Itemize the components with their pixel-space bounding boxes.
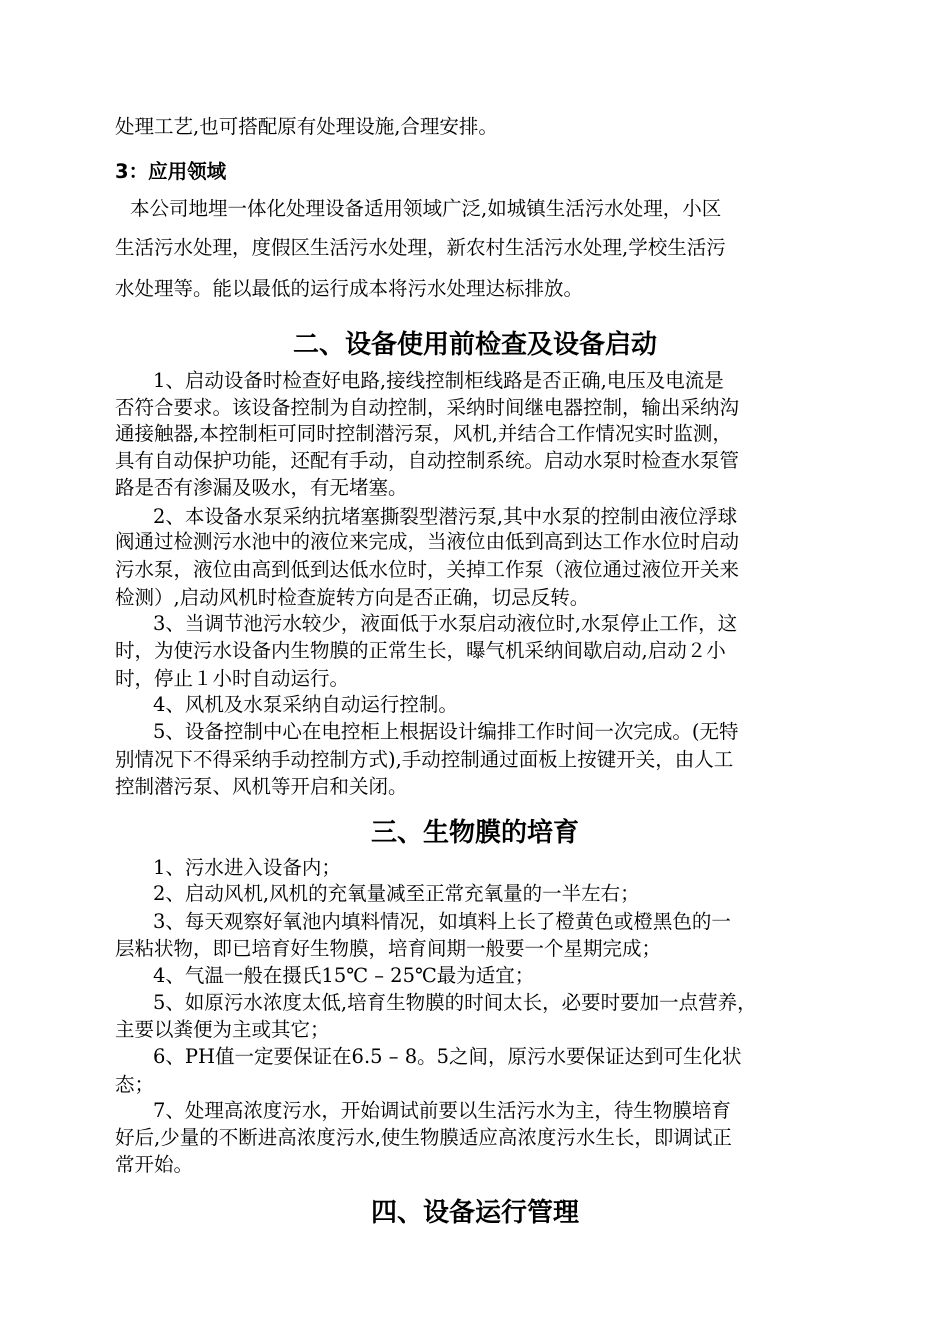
section2-line: 3、当调节池污水较少，液面低于水泵启动液位时,水泵停止工作，这: [153, 612, 738, 635]
section3-line: 2、启动风机,风机的充氧量减至正常充氧量的一半左右；: [153, 882, 640, 905]
section-heading-3: 三、生物膜的培育: [370, 818, 579, 848]
section2-line: 具有自动保护功能，还配有手动，自动控制系统。启动水泵时检查水泵管: [115, 449, 740, 472]
section3-line: 态；: [115, 1073, 155, 1096]
intro-paragraph-line: 本公司地埋一体化处理设备适用领域广泛,如城镇生活污水处理，小区: [130, 197, 722, 220]
section2-line: 5、设备控制中心在电控柜上根据设计编排工作时间一次完成。(无特: [153, 720, 739, 743]
section3-line: 层粘状物，即已培育好生物膜，培育间期一般要一个星期完成；: [115, 937, 662, 960]
section2-line: 2、本设备水泵采纳抗堵塞撕裂型潜污泵,其中水泵的控制由液位浮球: [153, 505, 738, 528]
section2-line: 通接触器,本控制柜可同时控制潜污泵，风机,并结合工作情况实时监测，: [115, 422, 732, 445]
section3-line: 3、每天观察好氧池内填料情况，如填料上长了橙黄色或橙黑色的一: [153, 910, 731, 933]
section2-line: 污水泵，液位由高到低到达低水位时，关掉工作泵（液位通过液位开关来: [115, 558, 740, 581]
section3-line: 常开始。: [115, 1153, 194, 1176]
section2-line: 1、启动设备时检查好电路,接线控制柜线路是否正确,电压及电流是: [153, 369, 724, 392]
section2-line: 阀通过检测污水池中的液位来完成，当液位由低到高到达工作水位时启动: [115, 530, 740, 553]
section2-line: 别情况下不得采纳手动控制方式),手动控制通过面板上按键开关，由人工: [115, 748, 734, 771]
section2-line: 时，停止１小时自动运行。: [115, 667, 350, 690]
section-heading-4: 四、设备运行管理: [370, 1198, 579, 1228]
section-heading-2: 二、设备使用前检查及设备启动: [292, 330, 657, 360]
intro-paragraph-line: 生活污水处理，度假区生活污水处理，新农村生活污水处理,学校生活污: [115, 236, 726, 259]
section2-line: 时，为使污水设备内生物膜的正常生长，曝气机采纳间歇启动,启动２小: [115, 639, 726, 662]
intro-line-1: 处理工艺,也可搭配原有处理设施,合理安排。: [115, 115, 498, 138]
section3-line: 好后,少量的不断进高浓度污水,使生物膜适应高浓度污水生长，即调试正: [115, 1126, 732, 1149]
section2-line: 4、风机及水泵采纳自动运行控制。: [153, 693, 458, 716]
section3-line: 5、如原污水浓度太低,培育生物膜的时间太长，必要时要加一点营养，: [153, 991, 757, 1014]
section3-line: 1、污水进入设备内；: [153, 856, 341, 879]
intro-paragraph-line: 水处理等。能以最低的运行成本将污水处理达标排放。: [115, 277, 584, 300]
section-label-application: 3：应用领域: [115, 160, 227, 183]
section3-line: 4、气温一般在摄氏15℃ – 25℃最为适宜；: [153, 964, 535, 987]
section2-line: 否符合要求。该设备控制为自动控制，采纳时间继电器控制，输出采纳沟: [115, 396, 740, 419]
section2-line: 路是否有渗漏及吸水，有无堵塞。: [115, 476, 408, 499]
section3-line: 主要以粪便为主或其它；: [115, 1018, 330, 1041]
section2-line: 控制潜污泵、风机等开启和关闭。: [115, 775, 408, 798]
section2-line: 检测）,启动风机时检查旋转方向是否正确，切忌反转。: [115, 586, 590, 609]
section3-line: 7、处理高浓度污水，开始调试前要以生活污水为主，待生物膜培育: [153, 1099, 731, 1122]
section3-line: 6、PH值一定要保证在6.5 – 8。5之间，原污水要保证达到可生化状: [153, 1045, 742, 1068]
